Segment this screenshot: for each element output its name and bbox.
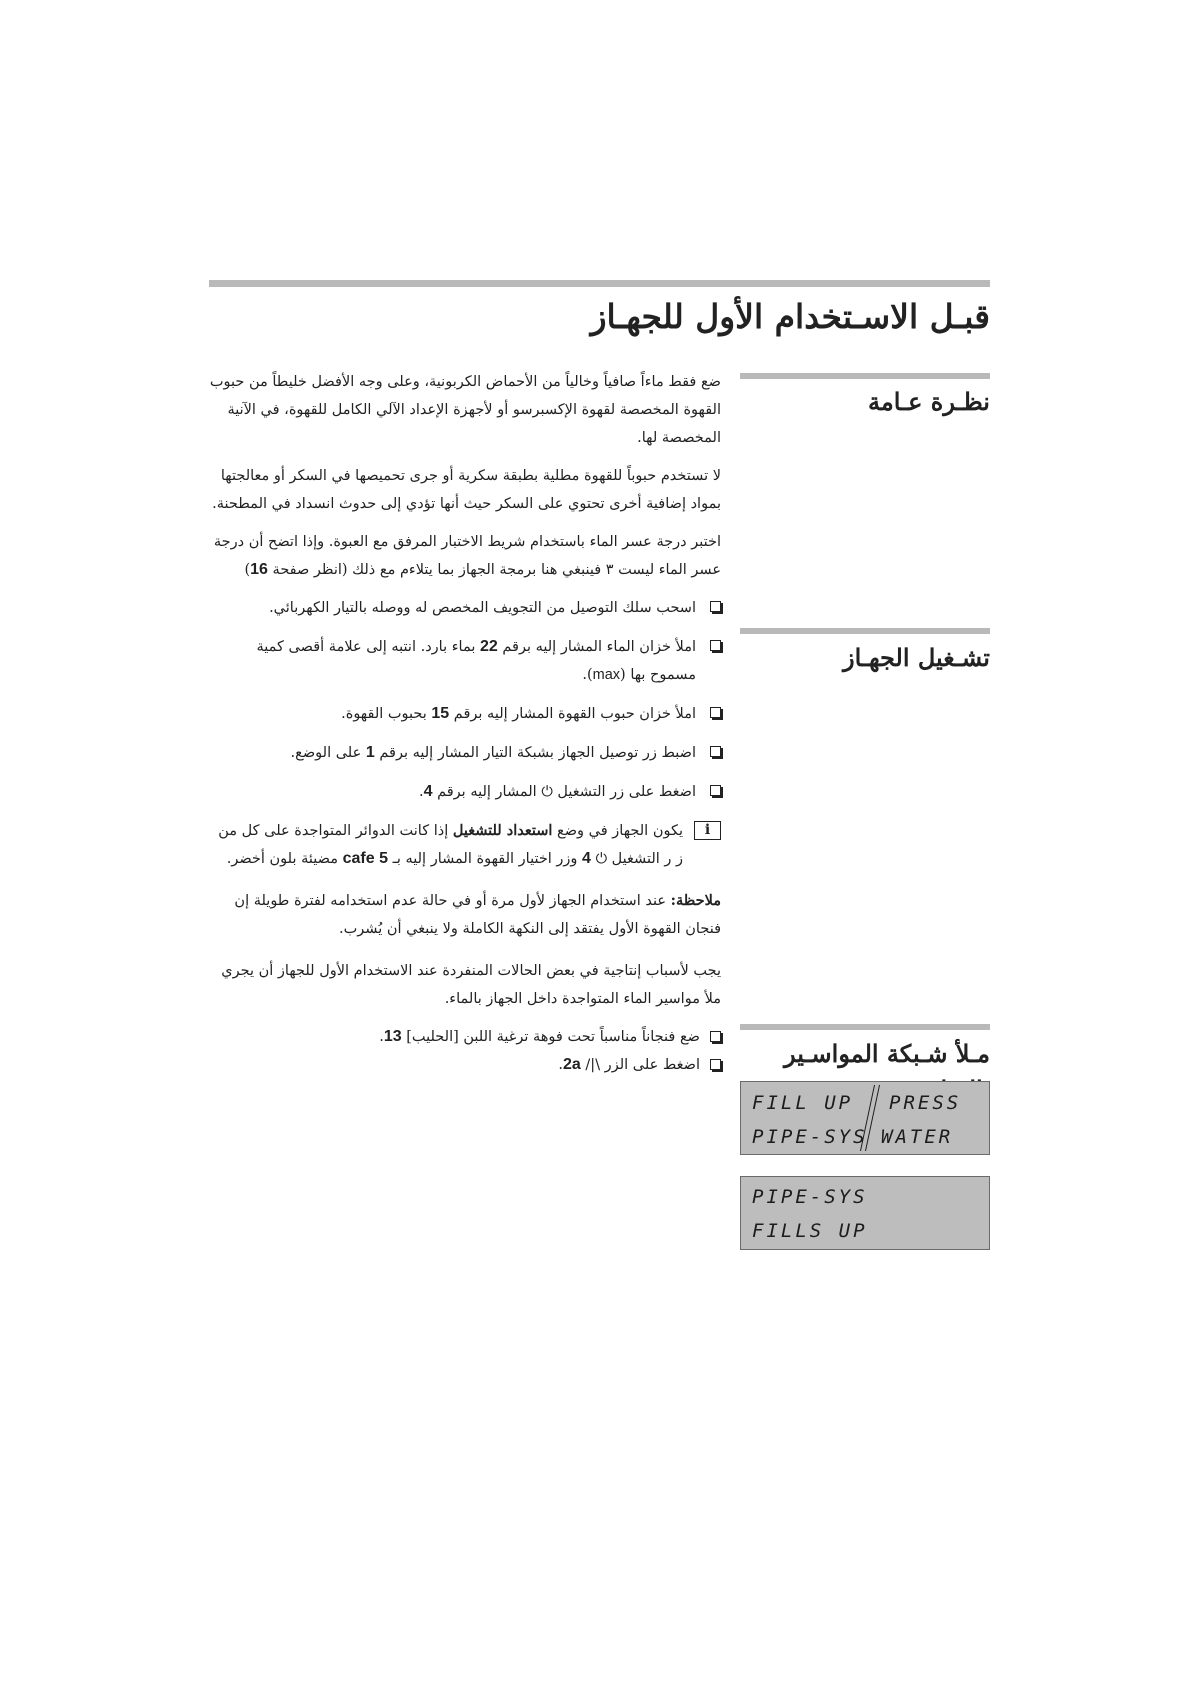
overview-heading: نظـرة عـامة: [868, 387, 990, 416]
overview-paragraph: ضع فقط ماءاً صافياً وخالياً من الأحماض الكربونية، وعلى وجه الأفضل خليطاً من حبوب القهوة المخصصة لقهوة الإكسبرسو أو لأجهزة الإعداد الآلي الكامل للقهوة، في الآنية المخصصة لها.: [209, 374, 721, 446]
lcd-right-bottom: WATER: [881, 1126, 954, 1148]
steam-icon: \|/: [585, 1057, 601, 1073]
operation-heading: تشـغيل الجهـاز: [843, 643, 990, 672]
lcd-pipe-sys-fills-up: [740, 1176, 990, 1250]
checkbox-bullet-icon: [710, 640, 721, 651]
overview-paragraph: لا تستخدم حبوباً للقهوة مطلية بطبقة سكرية أو جرى تحميصها في السكر أو معالجتها بمواد إضافية أخرى تحتوي على السكر حيث أنها تؤدي إلى حدوث انسداد في المطحنة.: [212, 468, 721, 512]
lcd-line1: PIPE-SYS: [752, 1186, 868, 1208]
fill-paragraph: يجب لأسباب إنتاجية في بعض الحالات المنفردة عند الاستخدام الأول للجهاز أن يجري ملأ مواسير الماء المتواجدة داخل الجهاز بالماء.: [221, 963, 721, 1007]
step-item: ضع فنجاناً مناسباً تحت فوهة ترغية اللبن [الحليب] 13.: [209, 1023, 721, 1051]
step-item: املأ خزان الماء المشار إليه برقم 22 بماء بارد. انتبه إلى علامة أقصى كمية مسموح بها (max).: [209, 633, 721, 689]
info-icon: i: [694, 821, 721, 840]
overview-rule: [740, 373, 990, 379]
fill-block: [209, 957, 721, 1079]
step-item: اضغط على الزر \|/ 2a.: [209, 1051, 721, 1079]
checkbox-bullet-icon: [710, 785, 721, 796]
fill-heading: مـلأ شـبكة المواسـير: [784, 1039, 990, 1068]
top-rule: [209, 280, 990, 287]
checkbox-bullet-icon: [710, 707, 721, 718]
step-item: اضغط على زر التشغيل ⏻ المشار إليه برقم 4.: [209, 778, 721, 806]
info-note: i يكون الجهاز في وضع استعداد للتشغيل إذا كانت الدوائر المتواجدة على كل من ز ر التشغيل ⏻ 4 وزر اختيار القهوة المشار إليه بـ cafe 5 مضيئة بلون أخضر.: [209, 817, 721, 873]
page-title: قبـل الاسـتخدام الأول للجهـاز: [590, 297, 990, 336]
step-item: اضبط زر توصيل الجهاز بشبكة التيار المشار إليه برقم 1 على الوضع.: [209, 739, 721, 767]
lcd-fill-up-press-water: [740, 1081, 990, 1155]
power-icon: ⏻: [541, 784, 553, 800]
step-item: اسحب سلك التوصيل من التجويف المخصص له ووصله بالتيار الكهربائي.: [209, 594, 721, 622]
lcd-right-top: PRESS: [889, 1092, 962, 1114]
step-item: املأ خزان حبوب القهوة المشار إليه برقم 15 بحبوب القهوة.: [209, 700, 721, 728]
cafe-label: cafe 5: [342, 850, 388, 867]
checkbox-bullet-icon: [710, 746, 721, 757]
body-column: [209, 368, 721, 1079]
water-hardness-paragraph: اختبر درجة عسر الماء باستخدام شريط الاختبار المرفق مع العبوة. وإذا اتضح أن درجة عسر الماء ليست ٣ فينبغي هنا برمجة الجهاز بما يتلاءم مع ذلك (انظر صفحة 16): [213, 534, 721, 578]
power-icon: ⏻: [595, 851, 608, 867]
checkbox-bullet-icon: [710, 1031, 721, 1042]
checkbox-bullet-icon: [710, 1059, 721, 1070]
page-ref: 16: [250, 561, 268, 578]
checkbox-bullet-icon: [710, 601, 721, 612]
lcd-left-bottom: PIPE-SYS: [752, 1126, 868, 1148]
lcd-line2: FILLS UP: [752, 1220, 868, 1242]
operation-rule: [740, 628, 990, 634]
fill-rule: [740, 1024, 990, 1030]
lcd-left-top: FILL UP: [752, 1092, 854, 1114]
note-paragraph: ملاحظة: عند استخدام الجهاز لأول مرة أو في حالة عدم استخدامه لفترة طويلة إن فنجان القهوة الأول يفتقد إلى النكهة الكاملة ولا ينبغي أن يُشرب.: [234, 892, 721, 937]
